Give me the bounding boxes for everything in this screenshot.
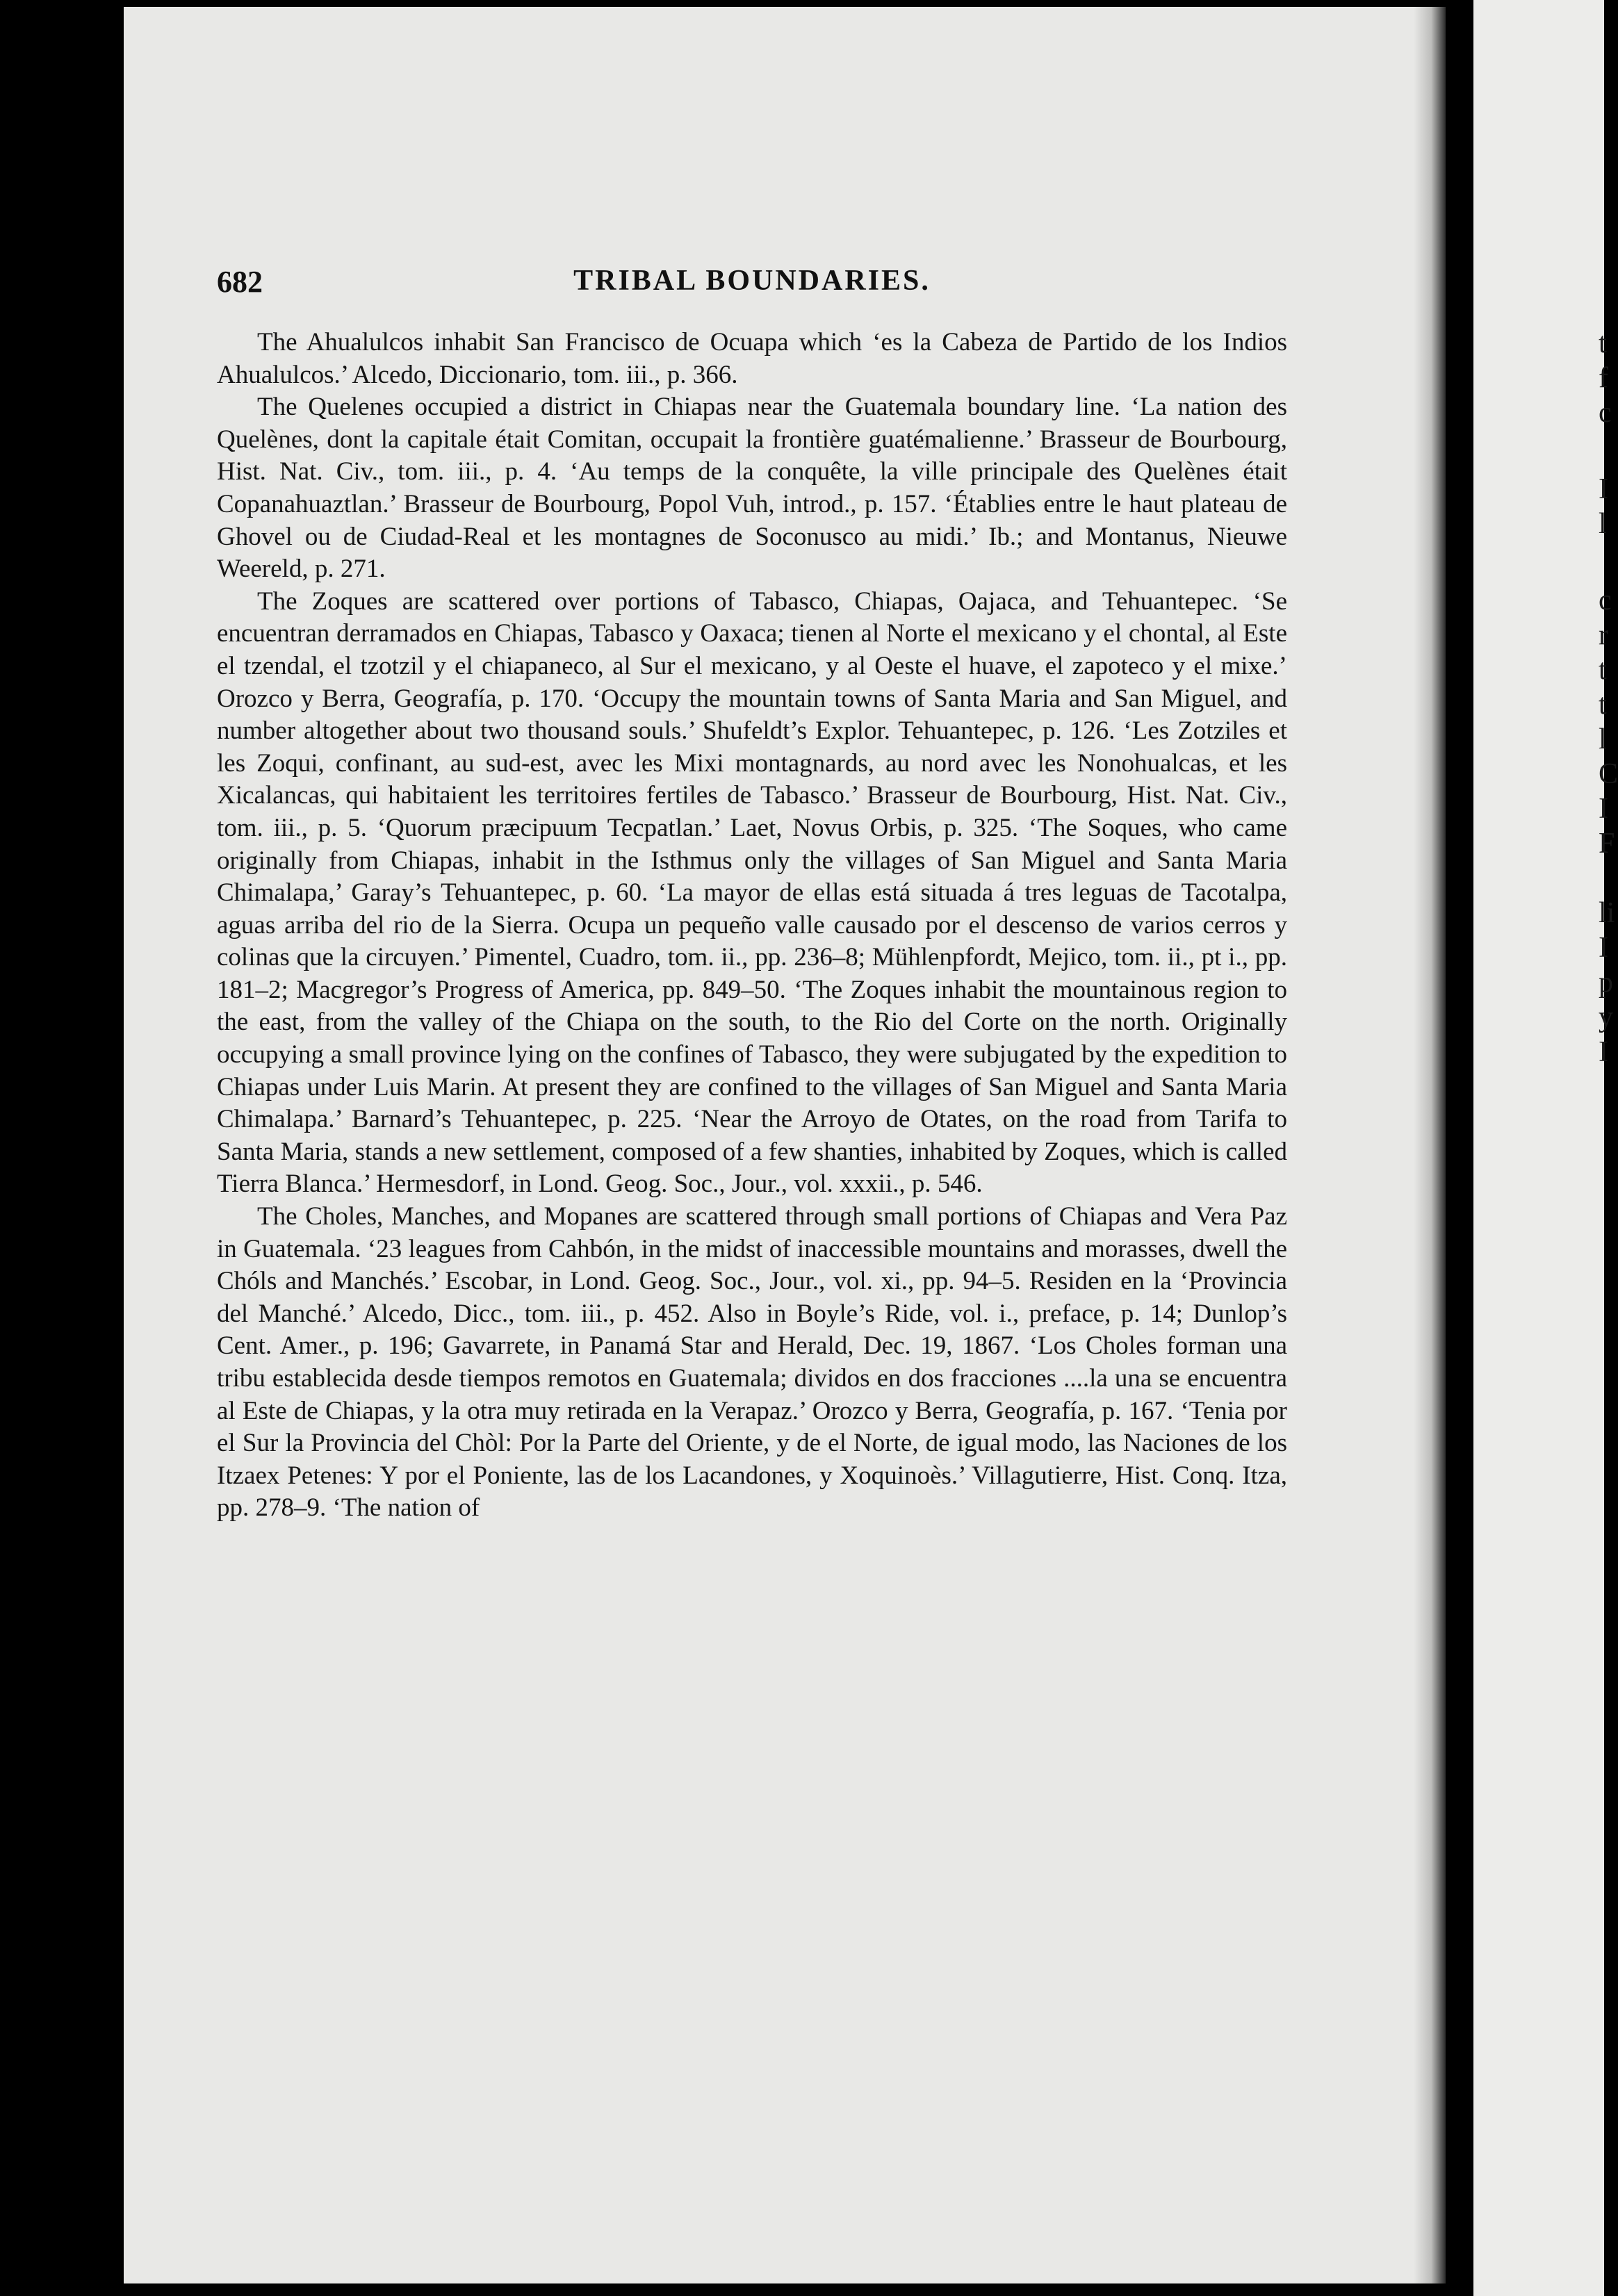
page-header [217,264,1287,306]
adjacent-page-fragment: c [1599,584,1612,616]
adjacent-page-fragment: I [1599,793,1608,825]
paragraph-quelenes: The Quelenes occupied a district in Chiapas near the Guatemala boundary line. ‘La nation des Quelènes, dont la capitale était Comitan, occupait la frontière guatémalienne.’ Brasseur de Bourbourg, Hist. Nat. Civ., tom. iii., p. 4. ‘Au temps de la conquête, la ville principale des Quelènes était Copanahuaztlan.’ Brasseur de Bourbourg, Popol Vuh, introd., p. 157. ‘Établies entre le haut plateau de Ghovel ou de Ciudad-Real et les montagnes de Soconusco au midi.’ Ib.; and Montanus, Nieuwe Weereld, p. 271. [217,393,1287,584]
paragraph-choles: The Choles, Manches, and Mopanes are scattered through small portions of Chiapas and Vera Paz in Guatemala. ‘23 leagues from Cahbón, in the midst of inaccessible mountains and morasses, dwell the Chóls and Manchés.’ Escobar, in Lond. Geog. Soc., Jour., vol. xi., pp. 94–5. Residen en la ‘Provincia del Manché.’ Alcedo, Dicc., tom. iii., p. 452. Also in Boyle’s Ride, vol. i., preface, p. 14; Dunlop’s Cent. Amer., p. 196; Gavarrete, in Panamá Star and Herald, Dec. 19, 1867. ‘Los Choles forman una tribu establecida desde tiempos remotos en Guatemala; dividos en dos fracciones ....la una se encuentra al Este de Chiapas, y la otra muy retirada en la Verapaz.’ Orozco y Berra, Geografía, p. 167. ‘Tenia por el Sur la Provincia del Chòl: Por la Parte del Oriente, y de el Norte, de igual modo, las Naciones de los Itzaex Petenes: Y por el Poniente, las de los Lacandones, y Xoquinoès.’ Villagutierre, Hist. Conq. Itza, pp. 278–9. ‘The nation of [217,1202,1287,1523]
adjacent-page-fragment: r [1599,619,1608,651]
page-gutter-shadow [1414,7,1446,2283]
adjacent-page-fragment: f [1599,362,1608,394]
adjacent-page-fragment: t [1599,689,1607,721]
adjacent-page-fragment: F [1599,828,1615,860]
body-text [217,327,1287,1525]
running-title: TRIBAL BOUNDARIES. [573,265,931,297]
adjacent-page-edge [1473,0,1618,2296]
paragraph-ahualulcos: The Ahualulcos inhabit San Francisco de Ocuapa which ‘es la Cabeza de Partido de los Indios Ahualulcos.’ Alcedo, Diccionario, tom. iii., p. 366. [217,328,1287,389]
adjacent-page-fragment: y [1599,1001,1613,1033]
paragraph-zoques: The Zoques are scattered over portions of Tabasco, Chiapas, Oajaca, and Tehuantepec. ‘Se encuentran derramados en Chiapas, Tabasco y Oaxaca; tienen al Norte el mexicano y el chontal, al Este el tzendal, el tzotzil y el chiapaneco, al Sur el mexicano, y al Oeste el huave, el zapoteco y el mixe.’ Orozco y Berra, Geografía, p. 170. ‘Occupy the mountain towns of Santa Maria and San Miguel, and number altogether about two thousand souls.’ Shufeldt’s Explor. Tehuantepec, p. 126. ‘Les Zotziles et les Zoqui, confinant, au sud-est, avec les Mixi montagnards, au nord avec les Nonohualcas, et les Xicalancas, qui habitaient les territoires fertiles de Tabasco.’ Brasseur de Bourbourg, Hist. Nat. Civ., tom. iii., p. 5. ‘Quorum præcipuum Tecpatlan.’ Laet, Novus Orbis, p. 325. ‘The Soques, who came originally from Chiapas, inhabit in the Isthmus only the villages of San Miguel and Santa Maria Chimalapa,’ Garay’s Tehuantepec, p. 60. ‘La mayor de ellas está situada á tres leguas de Tacotalpa, aguas arriba del rio de la Sierra. Ocupa un pequeño valle causado por el descenso de varios cerros y colinas que la circuyen.’ Pimentel, Cuadro, tom. ii., pp. 236–8; Mühlenpfordt, Mejico, tom. ii., pt i., pp. 181–2; Macgregor’s Progress of America, pp. 849–50. ‘The Zoques inhabit the mountainous region to the east, from the valley of the Chiapa on the south, to the Rio del Corte on the north. Originally occupying a small province lying on the confines of Tabasco, they were subjugated by the expedition to Chiapas under Luis Marin. At present they are confined to the villages of San Miguel and Santa Maria Chimalapa.’ Barnard’s Tehuantepec, p. 225. ‘Near the Arroyo de Otates, on the road from Tarifa to Santa Maria, stands a new settlement, composed of a few shanties, inhabited by Zoques, which is called Tierra Blanca.’ Hermesdorf, in Lond. Geog. Soc., Jour., vol. xxxii., p. 546. [217,587,1287,1199]
adjacent-page-fragment: t [1599,327,1607,359]
adjacent-page-fragment: l [1599,508,1607,540]
adjacent-page-fragment: l [1599,723,1607,755]
adjacent-page-fragment: p [1599,967,1613,999]
adjacent-page-fragment: C [1599,758,1618,790]
adjacent-page-fragment: I [1599,1036,1608,1068]
adjacent-page-fragment: I [1599,932,1608,964]
adjacent-page-fragment: t [1599,654,1607,686]
adjacent-page-fragment: c [1599,397,1612,429]
adjacent-page-fragment: li [1599,897,1615,929]
page-number: 682 [217,265,263,299]
adjacent-page-fragment: I [1599,473,1608,505]
